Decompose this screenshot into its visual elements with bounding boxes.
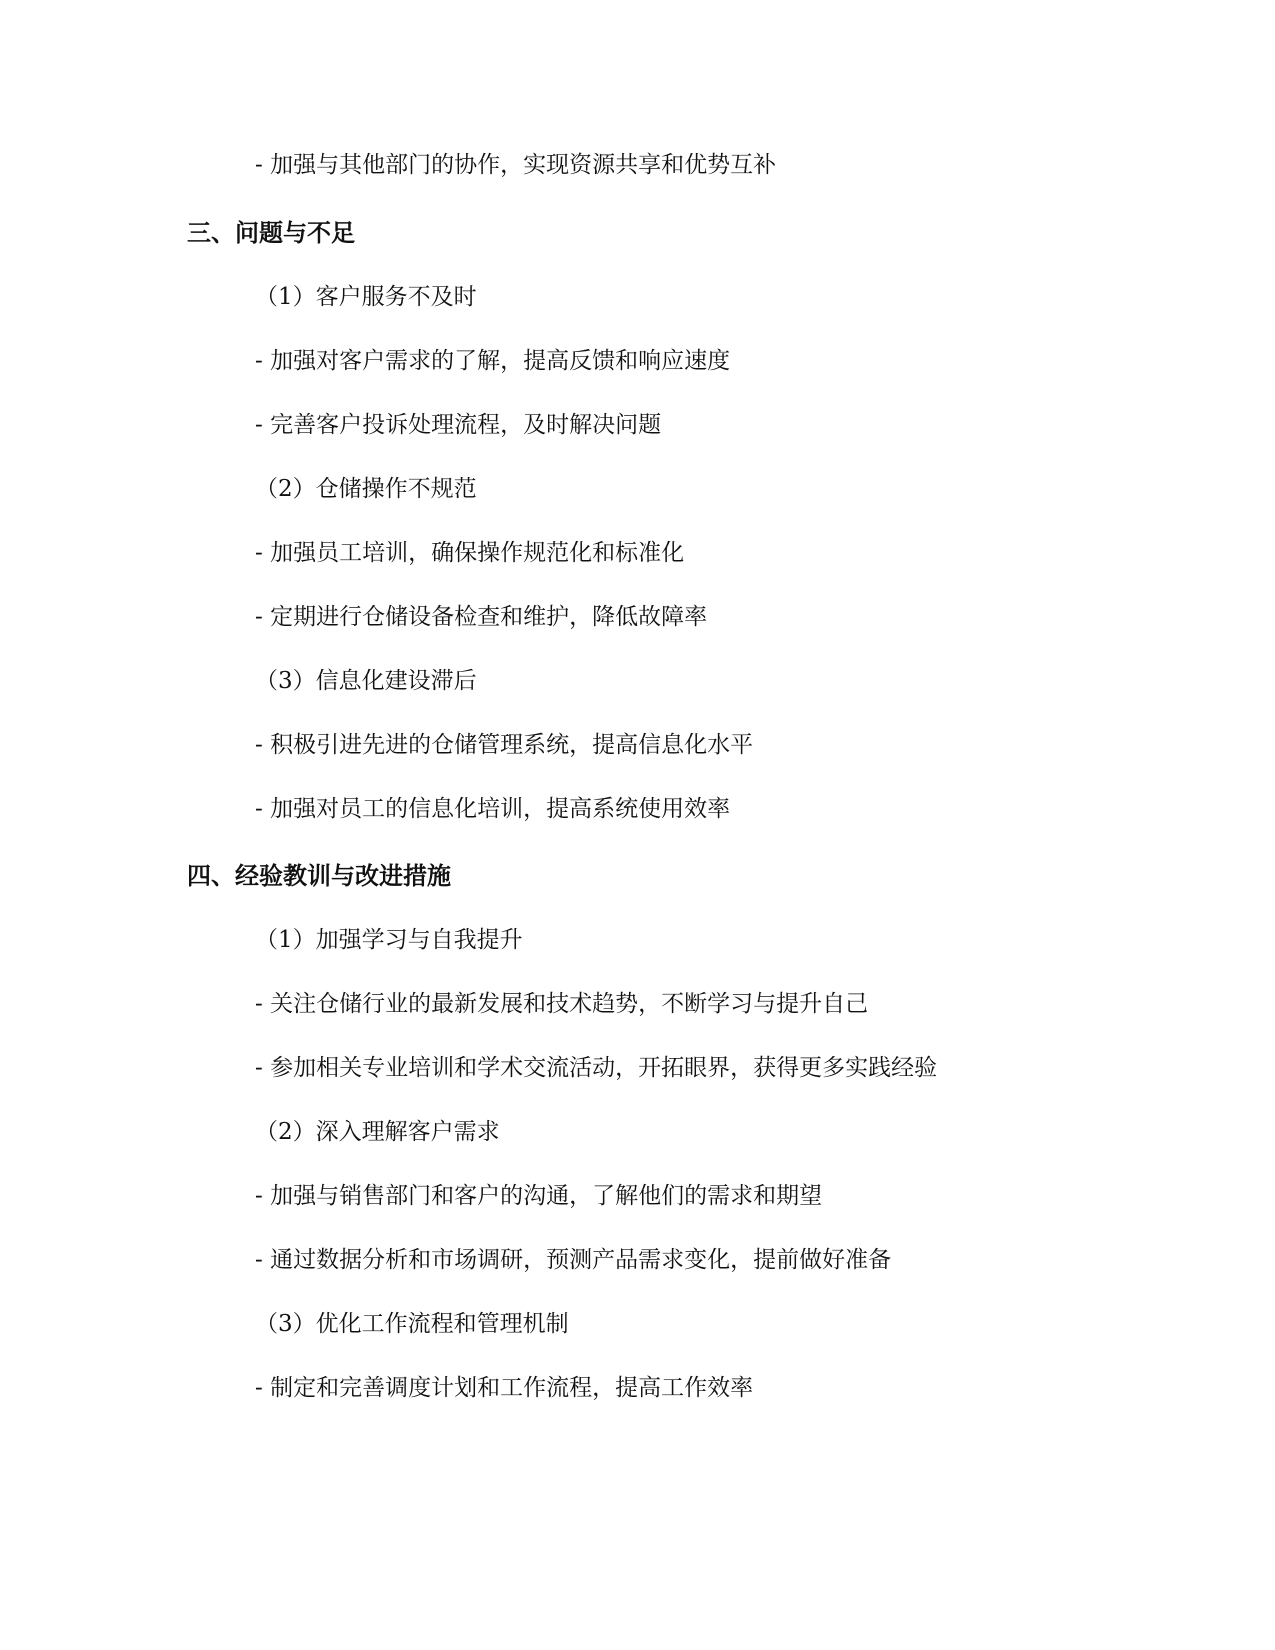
bullet-line: - 加强对客户需求的了解，提高反馈和响应速度 bbox=[255, 348, 731, 374]
subsection-title: （3）信息化建设滞后 bbox=[255, 668, 477, 694]
bullet-line: - 制定和完善调度计划和工作流程，提高工作效率 bbox=[255, 1375, 754, 1401]
bullet-line: - 加强员工培训，确保操作规范化和标准化 bbox=[255, 540, 685, 566]
bullet-line: - 通过数据分析和市场调研，预测产品需求变化，提前做好准备 bbox=[255, 1247, 892, 1273]
bullet-line: - 完善客户投诉处理流程，及时解决问题 bbox=[255, 412, 662, 438]
subsection-title: （1）加强学习与自我提升 bbox=[255, 927, 523, 953]
bullet-line: - 关注仓储行业的最新发展和技术趋势，不断学习与提升自己 bbox=[255, 991, 869, 1017]
section-heading-4: 四、经验教训与改进措施 bbox=[187, 862, 451, 890]
bullet-line: - 积极引进先进的仓储管理系统，提高信息化水平 bbox=[255, 732, 754, 758]
section-heading-3: 三、问题与不足 bbox=[187, 219, 355, 247]
subsection-title: （1）客户服务不及时 bbox=[255, 284, 477, 310]
bullet-line: - 加强对员工的信息化培训，提高系统使用效率 bbox=[255, 796, 731, 822]
subsection-title: （2）仓储操作不规范 bbox=[255, 476, 477, 502]
bullet-line: - 参加相关专业培训和学术交流活动，开拓眼界，获得更多实践经验 bbox=[255, 1055, 938, 1081]
subsection-title: （2）深入理解客户需求 bbox=[255, 1119, 500, 1145]
bullet-line: - 加强与销售部门和客户的沟通，了解他们的需求和期望 bbox=[255, 1183, 823, 1209]
subsection-title: （3）优化工作流程和管理机制 bbox=[255, 1311, 569, 1337]
bullet-line: - 定期进行仓储设备检查和维护，降低故障率 bbox=[255, 604, 708, 630]
bullet-line: - 加强与其他部门的协作，实现资源共享和优势互补 bbox=[255, 152, 777, 178]
